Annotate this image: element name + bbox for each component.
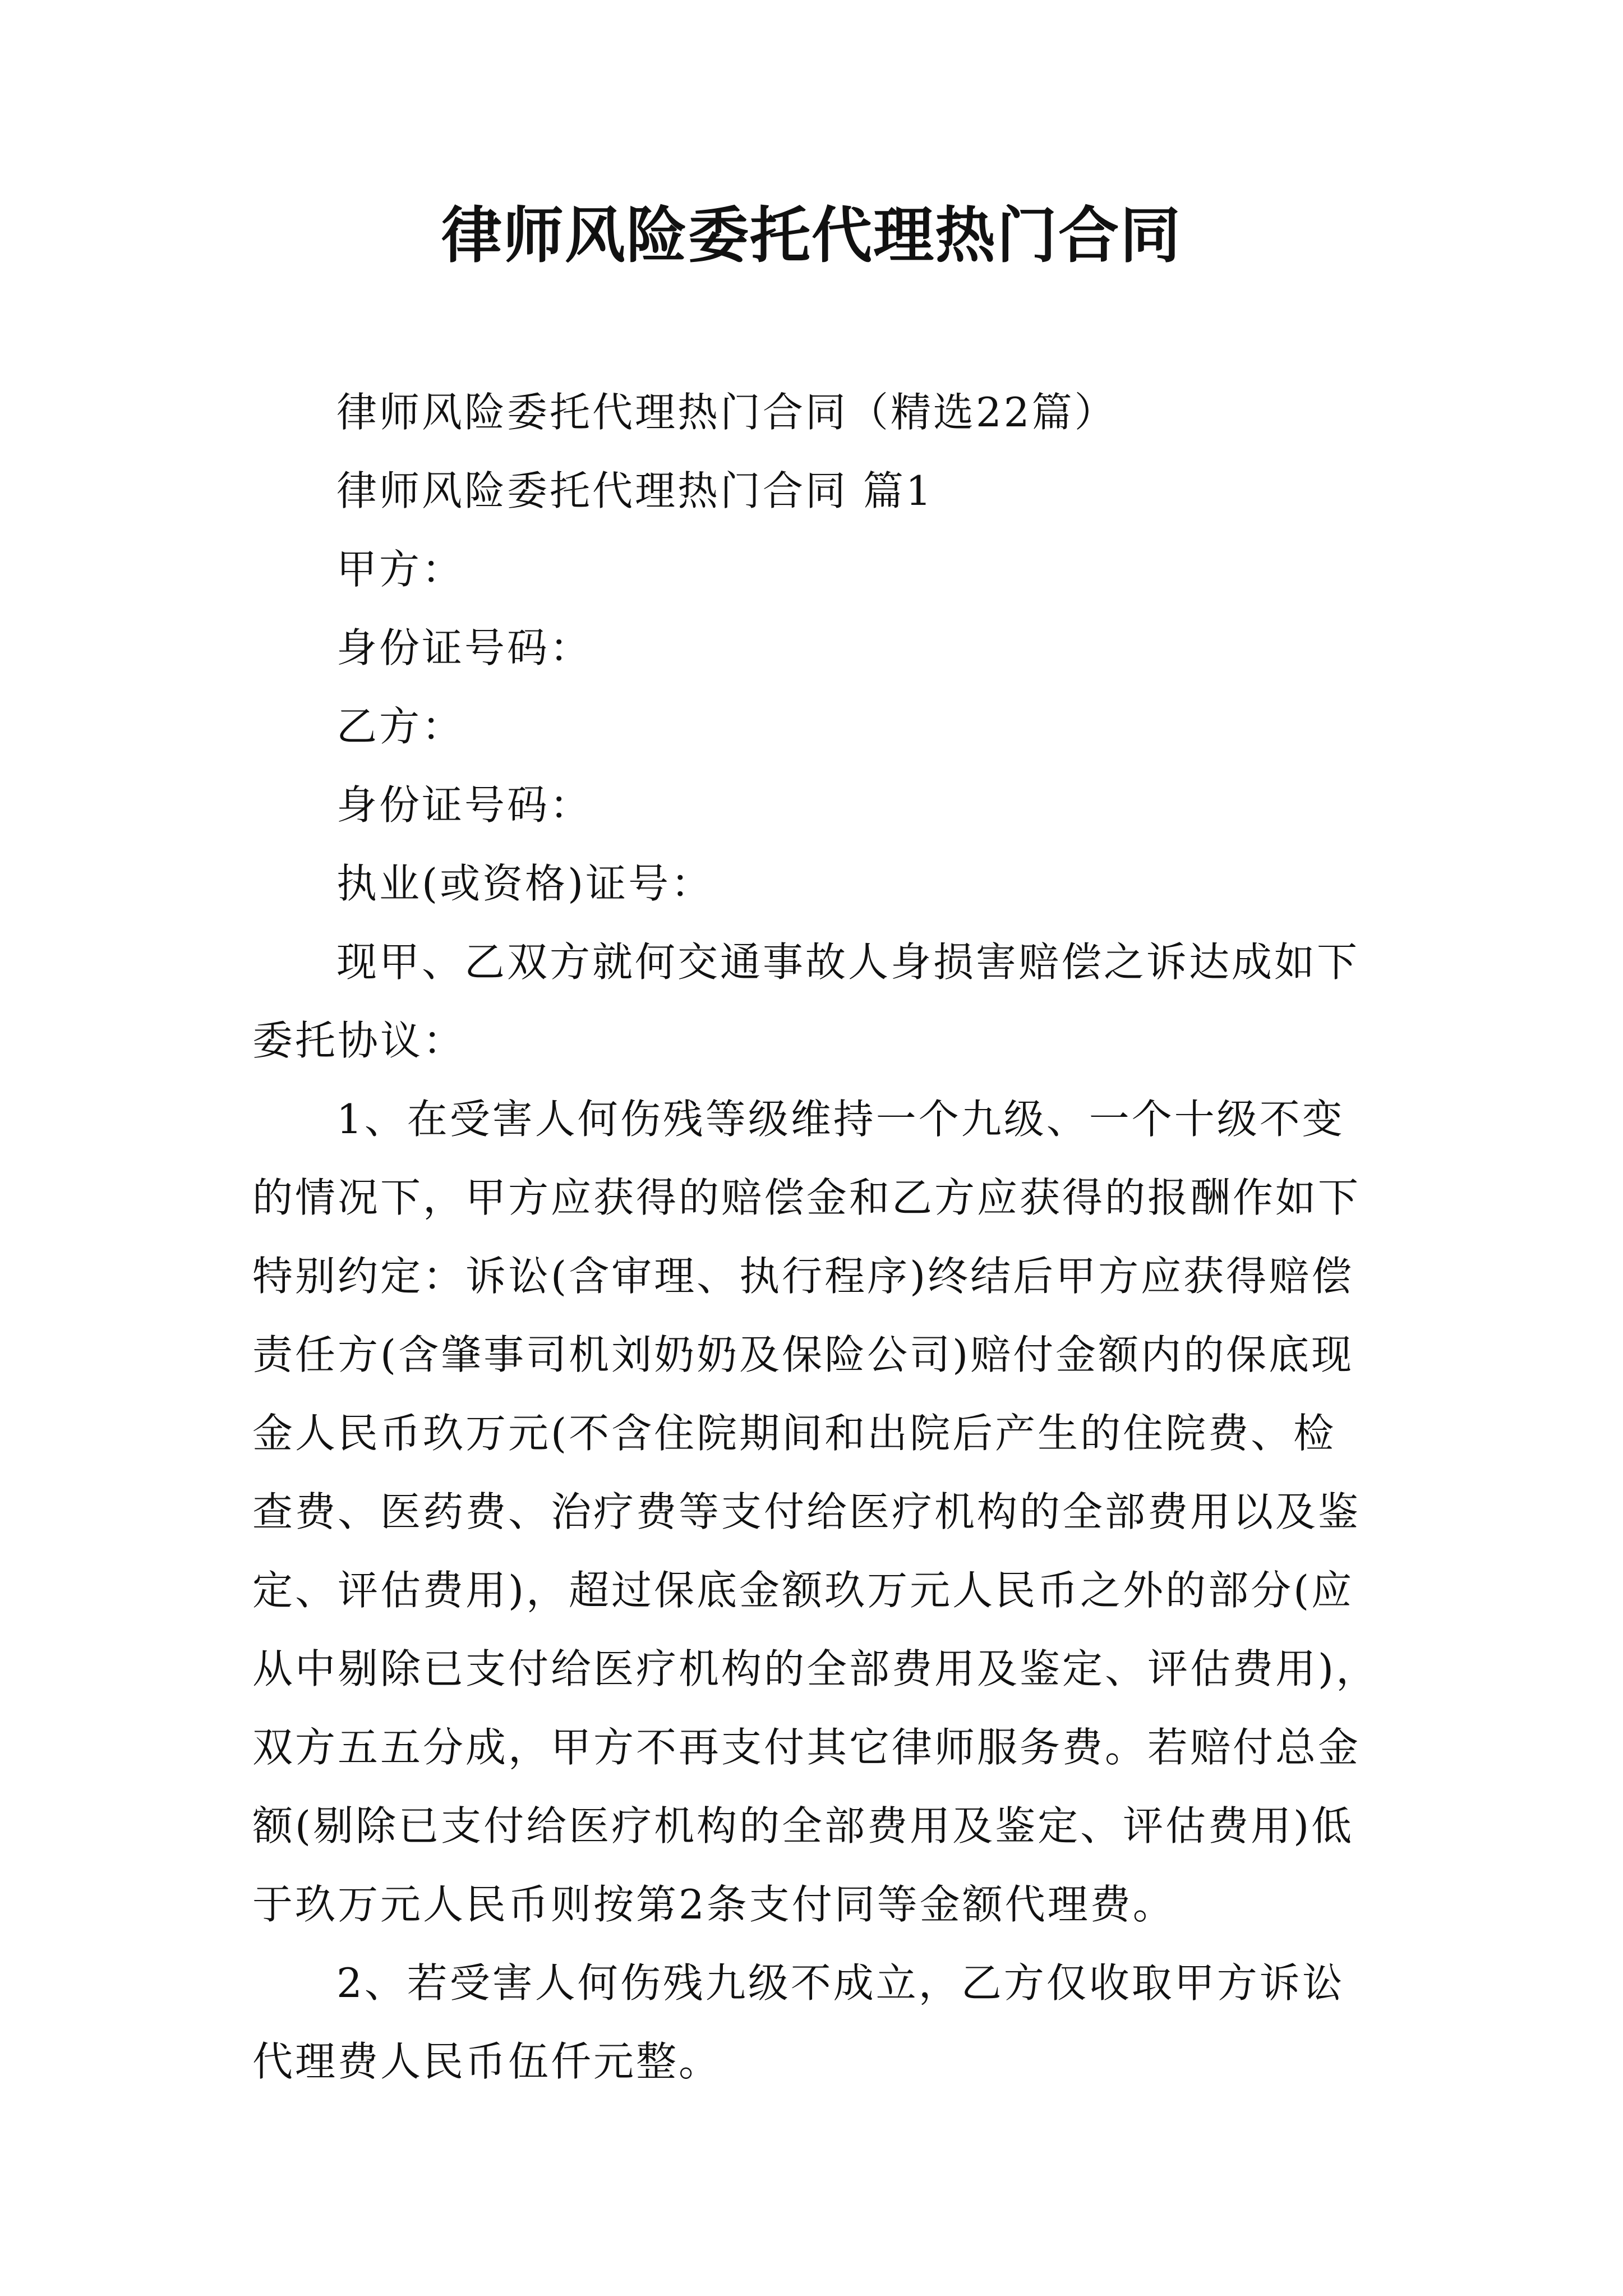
- clause-1-line: 额(剔除已支付给医疗机构的全部费用及鉴定、评估费用)低: [252, 1802, 1354, 1849]
- section-heading: 律师风险委托代理热门合同 篇1: [336, 467, 934, 514]
- party-a-id-label: 身份证号码：: [336, 624, 593, 671]
- license-number-label: 执业(或资格)证号：: [336, 860, 714, 907]
- clause-2-line: 2、若受害人何伤残九级不成立，乙方仅收取甲方诉讼: [336, 1959, 1345, 2007]
- clause-1-line: 责任方(含肇事司机刘奶奶及保险公司)赔付金额内的保底现: [252, 1331, 1354, 1378]
- subtitle-line: 律师风险委托代理热门合同（精选22篇）: [336, 389, 1117, 436]
- clause-1-line: 金人民币玖万元(不含住院期间和出院后产生的住院费、检: [252, 1410, 1336, 1457]
- clause-2-line: 代理费人民币伍仟元整。: [252, 2038, 722, 2085]
- clause-1-line: 特别约定：诉讼(含审理、执行程序)终结后甲方应获得赔偿: [252, 1253, 1354, 1300]
- document-title: 律师风险委托代理热门合同: [441, 200, 1182, 271]
- clause-1-line: 于玖万元人民币则按第2条支付同等金额代理费。: [252, 1881, 1175, 1928]
- clause-1-line: 定、评估费用)，超过保底金额玖万元人民币之外的部分(应: [252, 1567, 1354, 1614]
- body-line: 委托协议：: [252, 1017, 466, 1064]
- party-b-label: 乙方：: [336, 703, 465, 750]
- party-a-label: 甲方：: [336, 546, 465, 593]
- clause-1-line: 的情况下，甲方应获得的赔偿金和乙方应获得的报酬作如下: [252, 1174, 1361, 1221]
- party-b-id-label: 身份证号码：: [336, 781, 593, 829]
- clause-1-line: 从中剔除已支付给医疗机构的全部费用及鉴定、评估费用)，: [252, 1645, 1379, 1692]
- clause-1-line: 双方五五分成，甲方不再支付其它律师服务费。若赔付总金: [252, 1724, 1361, 1771]
- clause-1-line: 1、在受害人何伤残等级维持一个九级、一个十级不变: [336, 1096, 1345, 1143]
- body-line: 现甲、乙双方就何交通事故人身损害赔偿之诉达成如下: [336, 938, 1360, 986]
- clause-1-line: 查费、医药费、治疗费等支付给医疗机构的全部费用以及鉴: [252, 1488, 1361, 1535]
